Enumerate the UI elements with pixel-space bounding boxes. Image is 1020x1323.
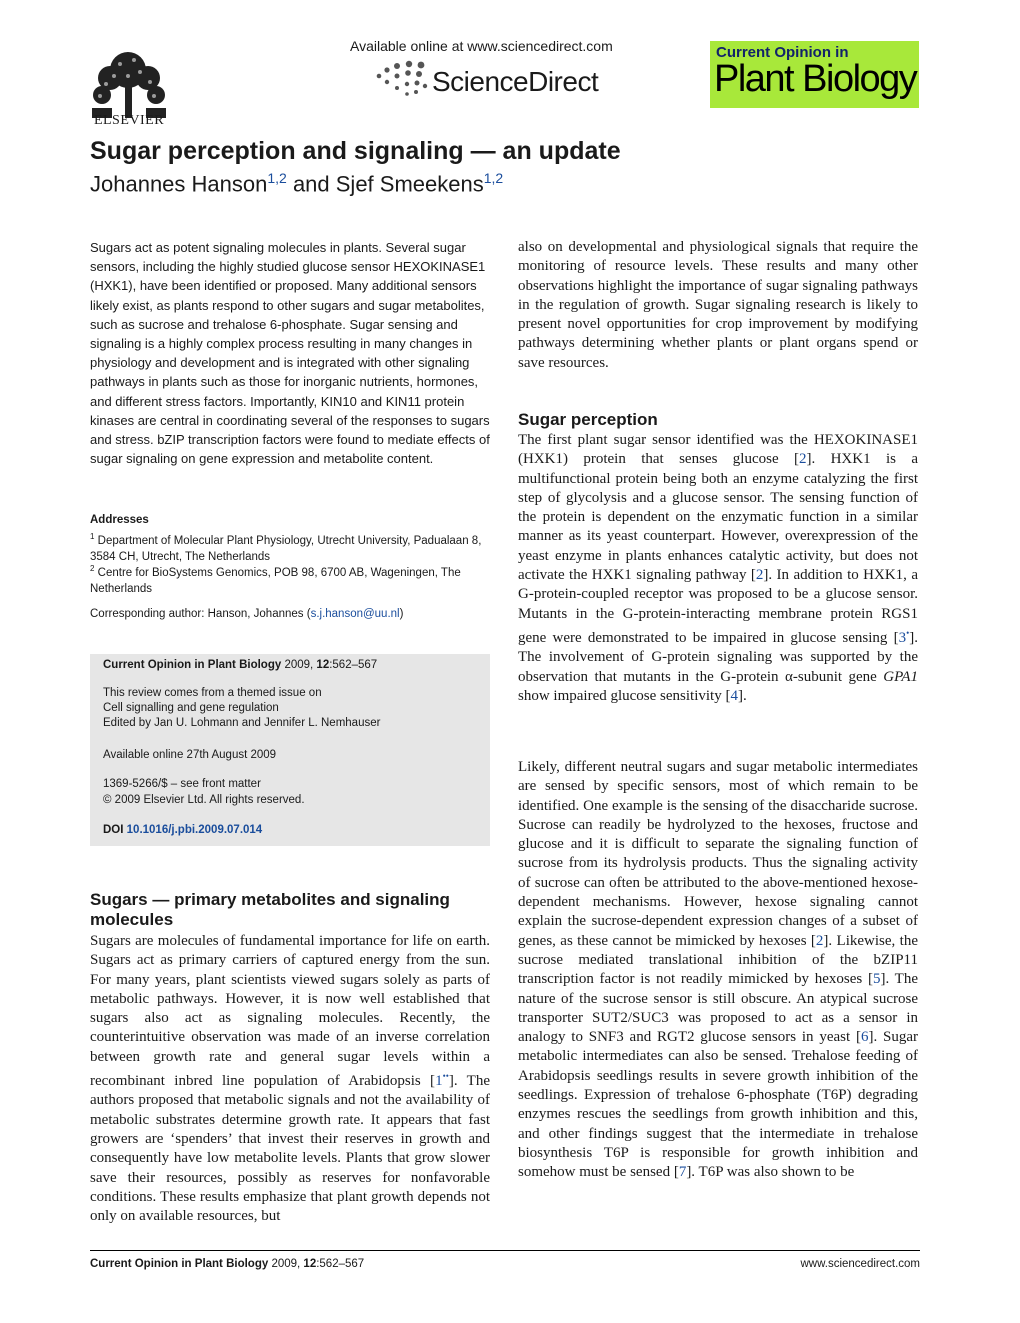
- text-run: ]. T6P was also shown to be: [686, 1164, 855, 1181]
- ref-3-marker[interactable]: •: [906, 627, 910, 638]
- ref-1-link[interactable]: [435, 1073, 449, 1089]
- section-heading-sugars: Sugars — primary metabolites and signaling molecules: [90, 890, 450, 929]
- address-2-text: Centre for BioSystems Genomics, POB 98, 6700 AB, Wageningen, The Netherlands: [90, 566, 461, 595]
- text-run: ].: [737, 687, 747, 704]
- footer-volume: 12: [303, 1258, 317, 1270]
- right-column-intro-paragraph: also on developmental and physiological signals that require the monitoring of resource levels. These results and many other observations highlight the importance of sugar signaling pathways in the regulation of growth. Sugar signaling research is likely to present novel opportunities for crop improvement by modifying pathways determining whether plants or plant organs spend or save resources.: [518, 239, 918, 371]
- ref-3-number[interactable]: 3: [898, 629, 907, 646]
- ref-5-link[interactable]: 5: [872, 971, 881, 988]
- address-1: [90, 529, 490, 565]
- info-theme-2: Cell signalling and gene regulation: [103, 702, 279, 714]
- sugar-perception-paragraph-2: [518, 758, 918, 1183]
- addresses-heading: Addresses: [90, 514, 149, 526]
- footer-divider: [90, 1250, 920, 1251]
- footer-journal: Current Opinion in Plant Biology: [90, 1258, 269, 1270]
- footer-citation: [90, 1258, 364, 1270]
- journal-logo-line2: Plant Biology: [714, 58, 917, 100]
- section-heading-sugar-perception: Sugar perception: [518, 410, 658, 429]
- info-citation: [103, 659, 377, 671]
- corresponding-suffix: ): [399, 608, 404, 620]
- text-run: The first plant sugar sensor identified was the HEXOKINASE1 (HXK1) protein that senses glucose [: [518, 432, 918, 468]
- footer-url[interactable]: www.sciencedirect.com: [800, 1258, 920, 1270]
- journal-logo-line1: Current Opinion in: [716, 44, 849, 61]
- address-2: [90, 561, 490, 597]
- text-run: ]. Sugar metabolic intermediates can also be sensed. Trehalose feeding of Arabidopsis seedlings results in severe growth inhibition of the seedlings. Expression of trehalose 6-phosphate (T6P) degrading enzymes rescues the seedlings from growth inhibition and this, and other findings suggest that the intermediate in trehalose biosynthesis T6P is responsible for growth inhibition and somehow must be sensed [: [518, 1029, 918, 1181]
- ref-1-number[interactable]: 1: [435, 1073, 443, 1090]
- text-run: ]. The authors proposed that metabolic signals and not the availability of metabolic substrates determine growth rate. It appears that fast growers are ‘spenders’ that invest their reserves in growth and consequently have low metabolite levels. Plants that grow slower save their resources, possibly as reserves for nonfavorable conditions. These results emphasize that plant growth depends not only on available resources, but: [90, 1073, 490, 1225]
- info-doi: [103, 824, 262, 836]
- available-online-text: Available online at www.sciencedirect.com: [350, 38, 613, 54]
- ref-2-link[interactable]: 2: [755, 567, 764, 584]
- text-run: ]. Likewise, the sucrose mediated translational inhibition of the bZIP11 transcription factor is not readily mimicked by hexoses [: [518, 932, 918, 988]
- ref-7-link[interactable]: 7: [678, 1164, 687, 1181]
- info-editors: Edited by Jan U. Lohmann and Jennifer L. Nemhauser: [103, 717, 381, 729]
- abstract: Sugars act as potent signaling molecules in plants. Several sugar sensors, including the highly studied glucose sensor HEXOKINASE1 (HXK1), have been identified or proposed. Many additional sensors likely exist, as plants respond to other sugars and sugar metabolites, such as sucrose and trehalose 6-phosphate. Sugar sensing and signaling is a highly complex process resulting in many changes in physiology and development and is integrated with other signaling pathways in plants such as those for inorganic nutrients, hormones, and different stress factors. Importantly, KIN10 and KIN11 protein kinases are central in coordinating several of the responses to sugars and stress. bZIP transcription factors were found to mediate effects of sugar signaling on gene expression and metabolite content.: [90, 240, 490, 467]
- info-doi-link[interactable]: 10.1016/j.pbi.2009.07.014: [126, 824, 263, 836]
- sugar-perception-paragraph-1: [518, 431, 918, 706]
- author-line: [90, 170, 503, 197]
- text-run: Likely, different neutral sugars and sugar metabolic intermediates are sensed by specific sensors, most of which remain to be identified. One example is the sensing of the disaccharide sucrose. Sucrose can readily be hydrolyzed to the hexoses, fructose and glucose and it is difficult to separate the signaling function of sucrose from its hydrolysis products. Thus the signaling activity of sucrose can often be attributed to the above-mentioned hexose-dependent mechanisms. However, hexose signaling cannot explain the sucrose-dependent expression changes of a subset of genes, as these cannot be mimicked by hexoses [: [518, 759, 918, 949]
- article-info-box: [90, 654, 490, 846]
- gene-name: GPA1: [883, 668, 918, 685]
- sciencedirect-wordmark: ScienceDirect: [432, 66, 599, 97]
- address-1-number: 1: [90, 532, 95, 541]
- info-copyright: © 2009 Elsevier Ltd. All rights reserved.: [103, 794, 305, 806]
- footer-pages: :562–567: [316, 1258, 365, 1270]
- ref-3-link[interactable]: [898, 627, 910, 646]
- text-run: Sugars are molecules of fundamental importance for life on earth. Sugars act as primary carriers of captured energy from the sun. For many years, plant scientists viewed sugars solely as parts of metabolic pathways. However, it is now well established that sugars also act as signaling molecules. Recently, the counterintuitive observation was made of an inverse correlation between growth rate and general sugar levels within a recombinant inbred line population of Arabidopsis [: [90, 933, 490, 1090]
- footer-year: 2009,: [268, 1258, 304, 1270]
- author-1-affiliation[interactable]: 1,2: [267, 170, 287, 186]
- author-1: Johannes Hanson: [90, 171, 268, 197]
- info-journal: Current Opinion in Plant Biology: [103, 659, 282, 671]
- address-1-text: Department of Molecular Plant Physiology, Utrecht University, Padualaan 8, 3584 CH, Utrecht, The Netherlands: [90, 534, 482, 563]
- text-run: show impaired glucose sensitivity [: [518, 687, 731, 704]
- info-doi-label: DOI: [103, 824, 124, 836]
- publisher-name: ELSEVIER: [93, 113, 165, 128]
- info-pages: :562–567: [329, 659, 378, 671]
- sciencedirect-dots-icon: [373, 58, 433, 102]
- corresponding-author: [90, 608, 403, 620]
- address-2-number: 2: [90, 564, 95, 573]
- info-year: 2009,: [281, 659, 317, 671]
- author-2-affiliation[interactable]: 1,2: [483, 170, 504, 186]
- article-title: Sugar perception and signaling — an update: [90, 137, 621, 165]
- section-sugars-paragraph: [90, 932, 490, 1226]
- author-2: and Sjef Smeekens: [286, 171, 484, 197]
- text-run: ]. The involvement of G-protein signaling was supported by the observation that mutants in the G-protein α-subunit gene: [518, 629, 918, 685]
- journal-logo-box: [710, 41, 919, 108]
- text-run: ]. The nature of the sucrose sensor is still obscure. An atypical sucrose transporter SUT2/SUC3 was proposed to act as a sensor in analogy to SNF3 and RGT2 glucose sensors in yeast [: [518, 971, 918, 1046]
- corresponding-email-link[interactable]: s.j.hanson@uu.nl: [310, 608, 400, 620]
- ref-1-marker[interactable]: ••: [442, 1071, 449, 1082]
- info-theme-1: This review comes from a themed issue on: [103, 687, 322, 699]
- info-available: Available online 27th August 2009: [103, 749, 277, 761]
- ref-2-link[interactable]: 2: [815, 932, 824, 949]
- ref-2-link[interactable]: 2: [798, 451, 807, 468]
- info-volume: 12: [316, 659, 330, 671]
- info-issn: 1369-5266/$ – see front matter: [103, 778, 261, 790]
- corresponding-prefix: Corresponding author: Hanson, Johannes (: [90, 608, 311, 620]
- ref-6-link[interactable]: 6: [860, 1029, 869, 1046]
- text-run: ]. HXK1 is a multifunctional protein being both an enzyme catalyzing the first step of glycolysis and a glucose sensor. The sensing function of the protein is dependent on the enzymatic function in a similar manner as its yeast counterpart. However, overexpression of the yeast enzyme in plants enhances catalytic activity, but does not activate the HXK1 signaling pathway [: [518, 451, 918, 584]
- text-run: ]. In addition to HXK1, a G-protein-coupled receptor was proposed to be a glucose sensor. Mutants in the G-protein-interacting membrane protein RGS1 gene were demonstrated to be impaired in glucose sensing [: [518, 567, 918, 646]
- ref-4-link[interactable]: 4: [730, 687, 738, 704]
